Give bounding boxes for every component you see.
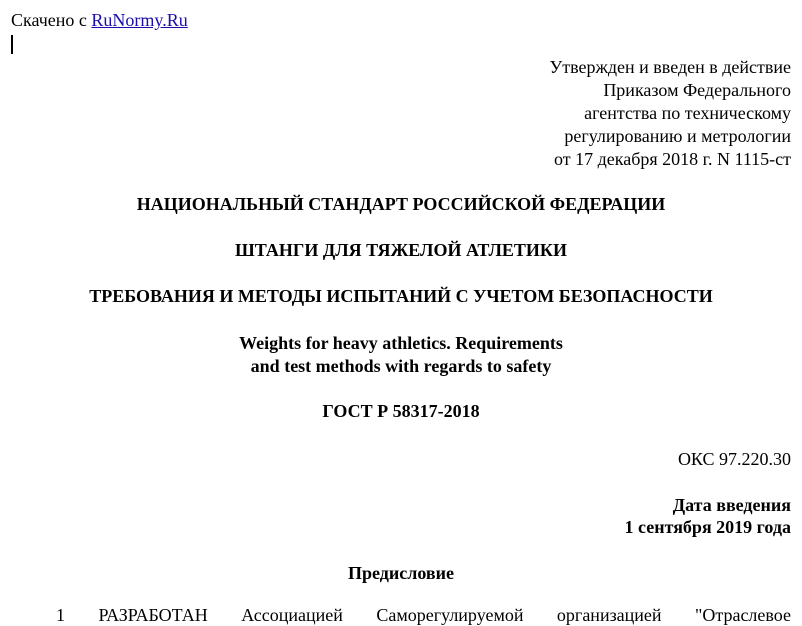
- approval-line: от 17 декабря 2018 г. N 1115-ст: [553, 149, 791, 169]
- oks-code: ОКС 97.220.30: [677, 449, 791, 469]
- source-prefix: Скачено с: [11, 10, 92, 30]
- standard-type-heading: НАЦИОНАЛЬНЫЙ СТАНДАРТ РОССИЙСКОЙ ФЕДЕРАЦИИ: [136, 194, 666, 214]
- approval-block: [451, 56, 791, 171]
- approval-line: Приказом Федерального: [603, 80, 791, 100]
- standard-subtitle-heading: ТРЕБОВАНИЯ И МЕТОДЫ ИСПЫТАНИЙ С УЧЕТОМ БЕЗОПАСНОСТИ: [89, 286, 713, 306]
- preface-paragraph-1: 1 РАЗРАБОТАН Ассоциацией Саморегулируемой организацией "Отраслевое: [56, 605, 791, 625]
- english-title-line-1: Weights for heavy athletics. Requirements: [239, 333, 563, 353]
- text-cursor: [11, 35, 13, 54]
- intro-date-label: Дата введения: [672, 495, 791, 515]
- preface-heading: Предисловие: [348, 563, 454, 583]
- approval-line: агентства по техническому: [584, 103, 791, 123]
- approval-line: регулированию и метрологии: [564, 126, 791, 146]
- source-link[interactable]: RuNormy.Ru: [91, 10, 188, 30]
- gost-number: ГОСТ Р 58317-2018: [322, 401, 480, 421]
- source-line: [11, 9, 188, 31]
- approval-line: Утвержден и введен в действие: [549, 57, 791, 77]
- standard-name-heading: ШТАНГИ ДЛЯ ТЯЖЕЛОЙ АТЛЕТИКИ: [235, 240, 567, 260]
- english-title-line-2: and test methods with regards to safety: [250, 356, 552, 376]
- intro-date-value: 1 сентября 2019 года: [624, 517, 791, 537]
